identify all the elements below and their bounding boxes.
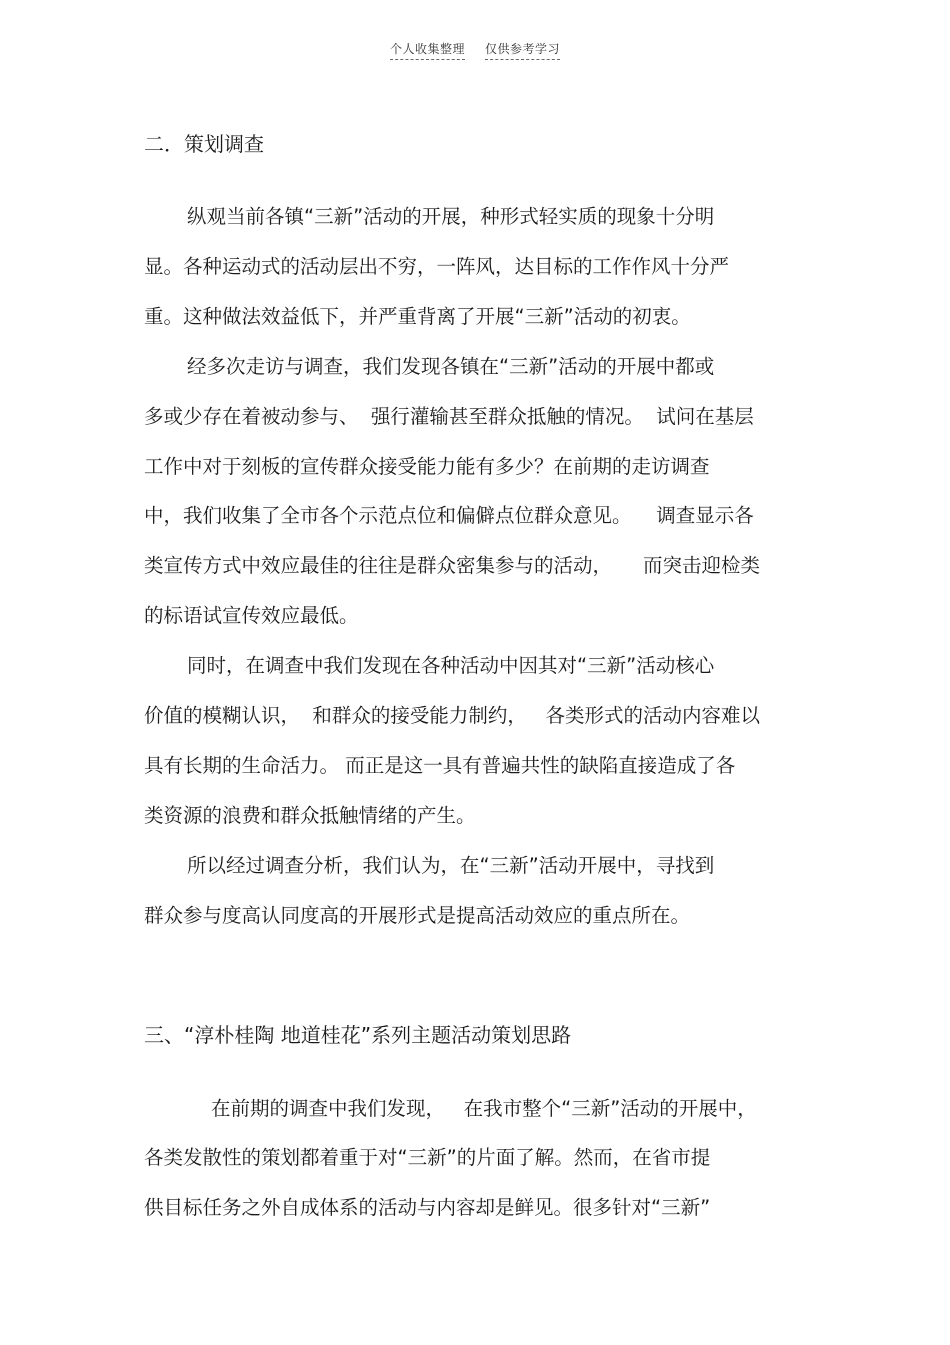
- paragraph-line: 同时，在调查中我们发现在各种活动中因其对“三新”活动核心: [187, 654, 715, 677]
- paragraph-line: 纵观当前各镇“三新”活动的开展，种形式轻实质的现象十分明: [187, 205, 715, 228]
- paragraph-line: 中，我们收集了全市各个示范点位和偏僻点位群众意见。 调查显示各: [144, 504, 754, 527]
- paragraph-line: 具有长期的生命活力。 而正是这一具有普遍共性的缺陷直接造成了各: [144, 754, 736, 777]
- section-2-heading: 二．策划调查: [144, 132, 264, 156]
- paragraph-line: 各类发散性的策划都着重于对“三新”的片面了解。然而，在省市提: [144, 1146, 711, 1169]
- paragraph-line: 类宣传方式中效应最佳的往往是群众密集参与的活动， 而突击迎检类: [144, 554, 760, 577]
- paragraph-line: 所以经过调查分析，我们认为，在“三新”活动开展中，寻找到: [187, 854, 715, 877]
- paragraph-line: 重。这种做法效益低下，并严重背离了开展“三新”活动的初衷。: [144, 305, 691, 328]
- header-left-text: 个人收集整理: [390, 40, 465, 60]
- paragraph-line: 的标语试宣传效应最低。: [144, 604, 359, 627]
- paragraph-line: 显。各种运动式的活动层出不穷，一阵风，达目标的工作作风十分严: [144, 255, 730, 278]
- paragraph-line: 群众参与度高认同度高的开展形式是提高活动效应的重点所在。: [144, 904, 691, 927]
- paragraph-line: 价值的模糊认识， 和群众的接受能力制约， 各类形式的活动内容难以: [144, 704, 760, 727]
- paragraph-line: 工作中对于刻板的宣传群众接受能力能有多少？在前期的走访调查: [144, 455, 710, 478]
- paragraph-line: 多或少存在着被动参与、 强行灌输甚至群众抵触的情况。 试问在基层: [144, 405, 754, 428]
- section-3-heading: 三、“淳朴桂陶 地道桂花”系列主题活动策划思路: [144, 1023, 572, 1047]
- paragraph-line: 类资源的浪费和群众抵触情绪的产生。: [144, 804, 476, 827]
- paragraph-line: 在前期的调查中我们发现， 在我市整个“三新”活动的开展中，: [211, 1097, 757, 1120]
- header-right-text: 仅供参考学习: [485, 40, 560, 60]
- page-header: [0, 40, 950, 60]
- paragraph-line: 供目标任务之外自成体系的活动与内容却是鲜见。很多针对“三新”: [144, 1196, 711, 1219]
- paragraph-line: 经多次走访与调查，我们发现各镇在“三新”活动的开展中都或: [187, 355, 715, 378]
